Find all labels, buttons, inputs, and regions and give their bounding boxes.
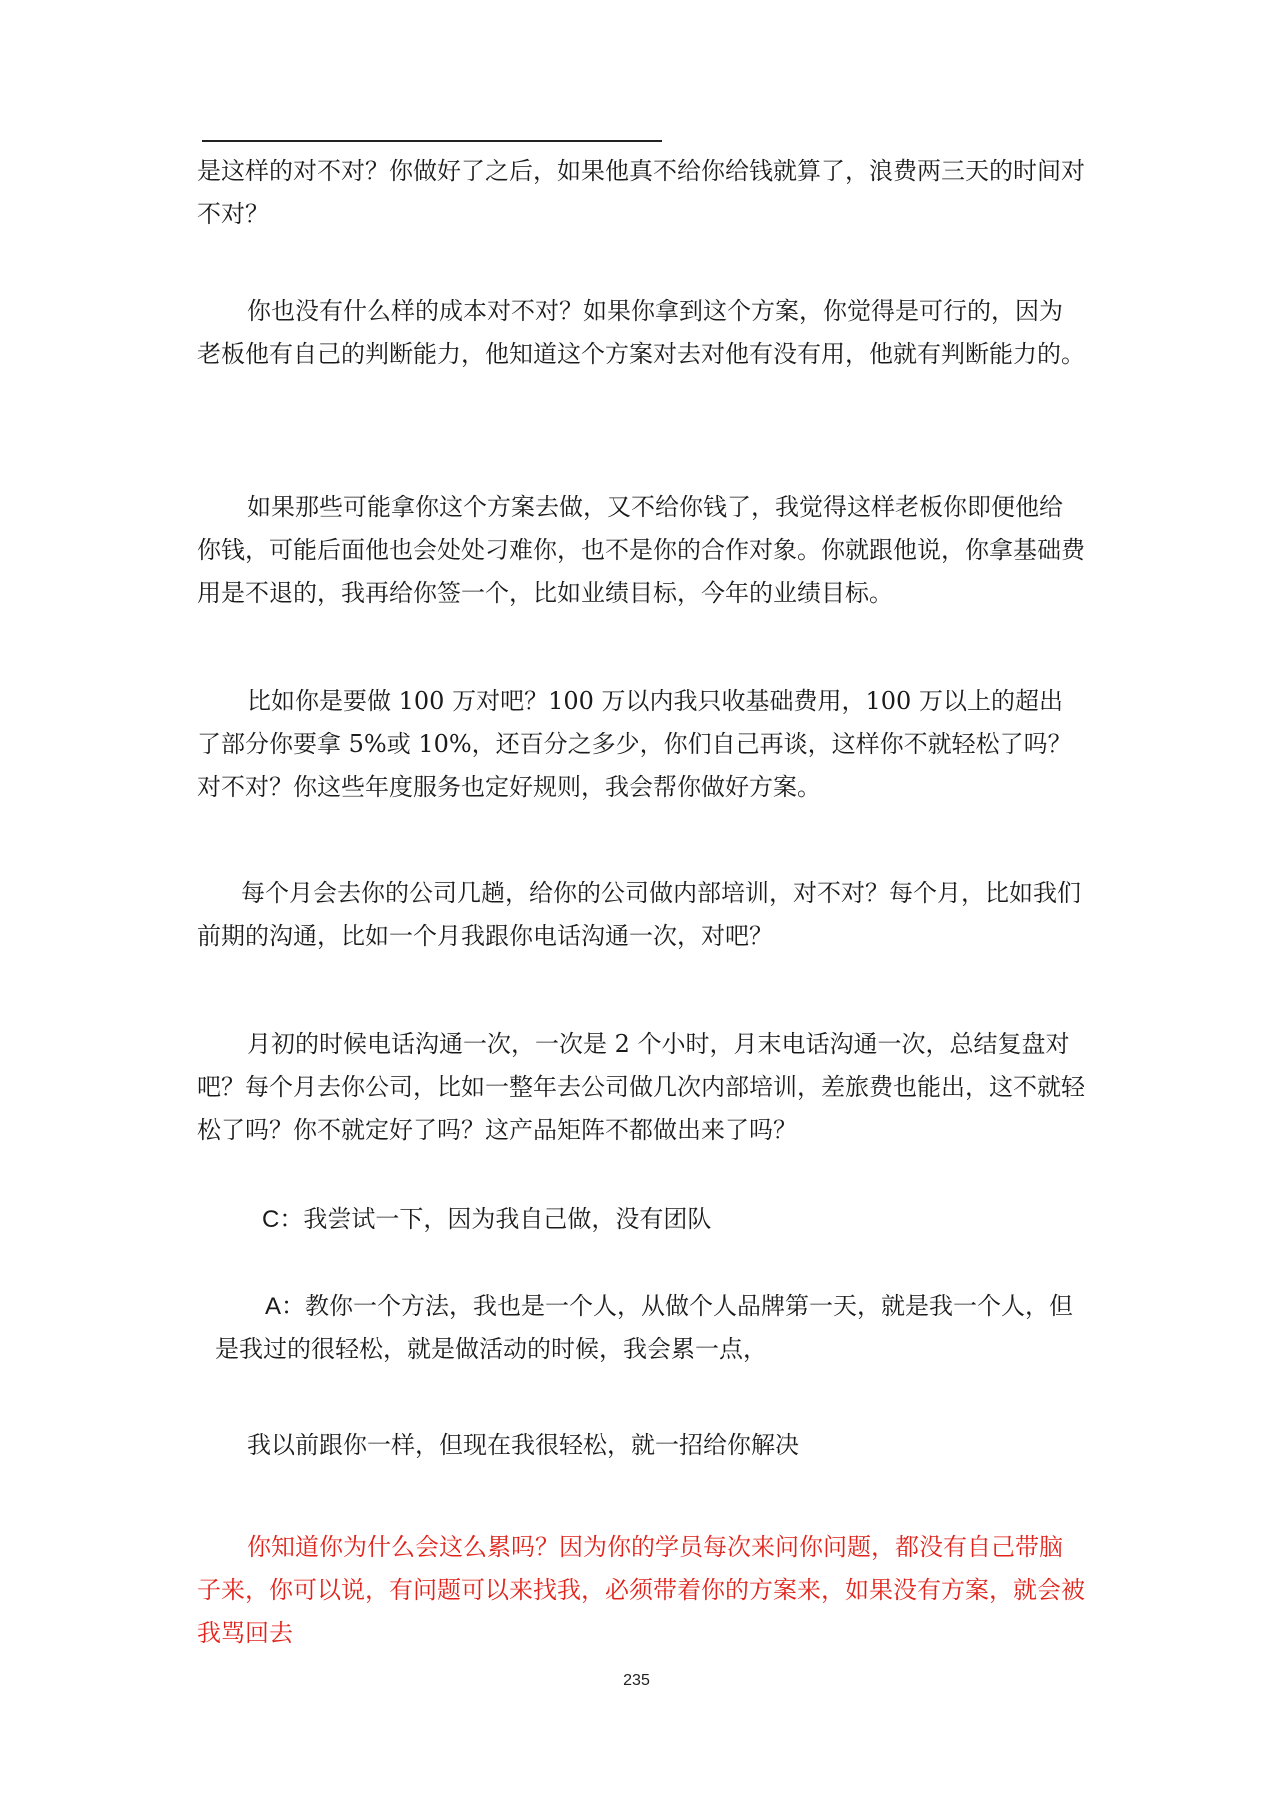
- paragraph-after-dialogue: 我以前跟你一样，但现在我很轻松，就一招给你解决: [247, 1431, 799, 1459]
- highlight-paragraph: 你知道你为什么会这么累吗？因为你的学员每次来问你问题，都没有自己带脑子来，你可以说，有问题可以来找我，必须带着你的方案来，如果没有方案，就会被我骂回去: [197, 1533, 1085, 1647]
- paragraph-2: 你也没有什么样的成本对不对？如果你拿到这个方案，你觉得是可行的，因为老板他有自己的判断能力，他知道这个方案对去对他有没有用，他就有判断能力的。: [197, 297, 1085, 368]
- dialogue-a: [215, 1285, 1087, 1371]
- paragraph-5: 每个月会去你的公司几趟，给你的公司做内部培训，对不对？每个月，比如我们前期的沟通，比如一个月我跟你电话沟通一次，对吧？: [197, 879, 1081, 950]
- speaker-c-label: C：: [262, 1206, 304, 1233]
- header-rule: [202, 140, 662, 142]
- paragraph-4: 比如你是要做 100 万对吧？100 万以内我只收基础费用，100 万以上的超出了部分你要拿 5%或 10%，还百分之多少，你们自己再谈，这样你不就轻松了吗？对不对？你这些年度服务也定好规则，我会帮你做好方案。: [197, 687, 1072, 801]
- page-number: 235: [623, 1672, 650, 1689]
- paragraph-6: 月初的时候电话沟通一次，一次是 2 个小时，月末电话沟通一次，总结复盘对吧？每个月去你公司，比如一整年去公司做几次内部培训，差旅费也能出，这不就轻松了吗？你不就定好了吗？这产品矩阵不都做出来了吗？: [197, 1030, 1085, 1144]
- speaker-a-label: A：: [265, 1293, 306, 1320]
- dialogue-c-text: 我尝试一下，因为我自己做，没有团队: [303, 1205, 712, 1233]
- dialogue-c: [262, 1198, 1082, 1241]
- dialogue-a-text: 教你一个方法，我也是一个人，从做个人品牌第一天，就是我一个人，但是我过的很轻松，就是做活动的时候，我会累一点，: [215, 1292, 1074, 1363]
- paragraph-1: 是这样的对不对？你做好了之后，如果他真不给你给钱就算了，浪费两三天的时间对不对？: [197, 157, 1085, 228]
- paragraph-3: 如果那些可能拿你这个方案去做，又不给你钱了，我觉得这样老板你即便他给你钱，可能后面他也会处处刁难你，也不是你的合作对象。你就跟他说，你拿基础费用是不退的，我再给你签一个，比如业绩目标，今年的业绩目标。: [197, 493, 1085, 607]
